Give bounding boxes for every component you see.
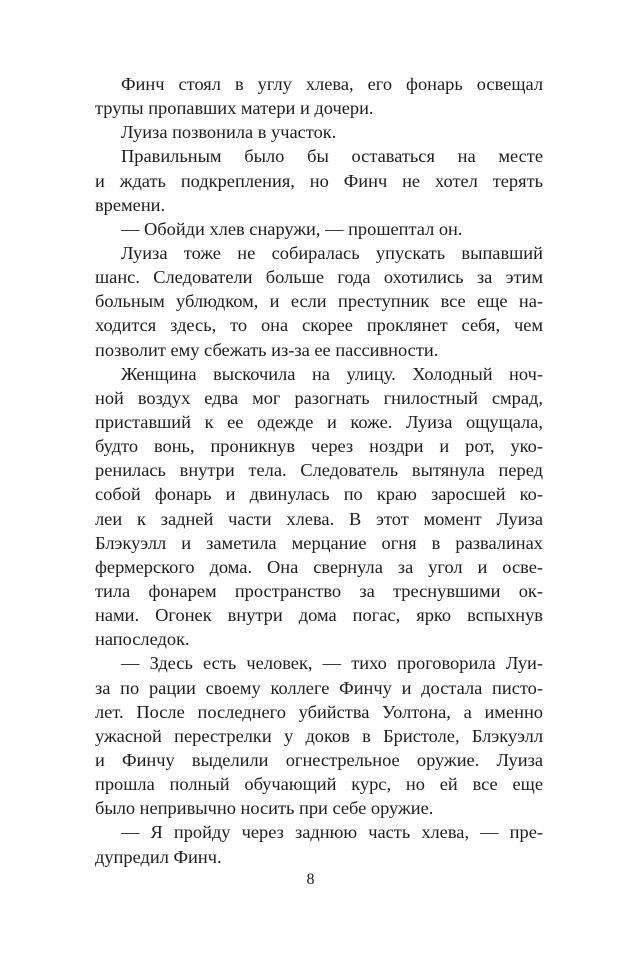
text-line: больным ублюдком, и если преступник все еще на- bbox=[95, 291, 543, 312]
text-line: было непривычно носить при себе оружие. bbox=[95, 798, 434, 819]
text-line: ной воздух едва мог разогнать гнилостный смрад, bbox=[95, 387, 543, 408]
body-text bbox=[95, 72, 543, 869]
text-line: прошла полный обучающий курс, но ей все еще bbox=[95, 774, 543, 795]
paragraph-5 bbox=[95, 241, 543, 362]
paragraph-7 bbox=[95, 651, 543, 820]
text-line: собой фонарь и двинулась по краю заросшей ко- bbox=[95, 484, 543, 505]
text-line: Блэкуэлл и заметила мерцание огня в развалинах bbox=[95, 532, 543, 553]
text-line: фермерского дома. Она свернула за угол и осве- bbox=[95, 556, 543, 577]
text-line: ренилась внутри тела. Следователь вытянула перед bbox=[95, 460, 543, 481]
text-line: Женщина выскочила на улицу. Холодный ноч- bbox=[121, 363, 543, 384]
paragraph-1 bbox=[95, 72, 543, 120]
text-line: Правильным было бы оставаться на месте bbox=[121, 146, 543, 167]
text-line: дупредил Финч. bbox=[95, 846, 222, 867]
text-line: шанс. Следователи больше года охотились за этим bbox=[95, 267, 543, 288]
text-line: и ждать подкрепления, но Финч не хотел терять bbox=[95, 170, 543, 191]
text-line: ходится здесь, то она скорее проклянет себя, чем bbox=[95, 315, 543, 336]
text-line: тила фонарем пространство за треснувшими ок- bbox=[95, 580, 543, 601]
text-line: Финч стоял в углу хлева, его фонарь освещал bbox=[121, 74, 543, 94]
text-line: — Здесь есть человек, — тихо проговорила Луи- bbox=[121, 653, 543, 674]
text-line: времени. bbox=[95, 194, 166, 215]
page-number: 8 bbox=[306, 871, 315, 888]
paragraph-4 bbox=[95, 217, 543, 241]
text-line: — Я пройду через заднюю часть хлева, — пре- bbox=[121, 822, 543, 843]
text-line: Луиза тоже не собиралась упускать выпавший bbox=[121, 242, 543, 263]
text-line: и Финчу выделили огнестрельное оружие. Луиза bbox=[95, 749, 543, 770]
paragraph-3 bbox=[95, 144, 543, 216]
paragraph-8 bbox=[95, 820, 543, 868]
text-line: леи к задней части хлева. В этот момент Луиза bbox=[95, 508, 543, 529]
text-line: трупы пропавших матери и дочери. bbox=[95, 98, 374, 119]
text-line: позволит ему сбежать из-за ее пассивности. bbox=[95, 339, 439, 360]
text-line: нами. Огонек внутри дома погас, ярко вспыхнув bbox=[95, 605, 543, 626]
text-line: Луиза позвонила в участок. bbox=[121, 122, 337, 143]
paragraph-2 bbox=[95, 120, 543, 144]
text-line: — Обойди хлев снаружи, — прошептал он. bbox=[121, 218, 463, 239]
text-line: напоследок. bbox=[95, 629, 190, 650]
text-line: за по рации своему коллеге Финчу и достала писто- bbox=[95, 677, 543, 698]
text-line: лет. После последнего убийства Уолтона, а именно bbox=[95, 701, 543, 722]
paragraph-6 bbox=[95, 362, 543, 652]
text-line: приставший к ее одежде и коже. Луиза ощущала, bbox=[95, 411, 543, 432]
text-line: будто вонь, проникнув через ноздри и рот, уко- bbox=[95, 436, 543, 457]
text-line: ужасной перестрелки у доков в Бристоле, Блэкуэлл bbox=[95, 725, 543, 746]
